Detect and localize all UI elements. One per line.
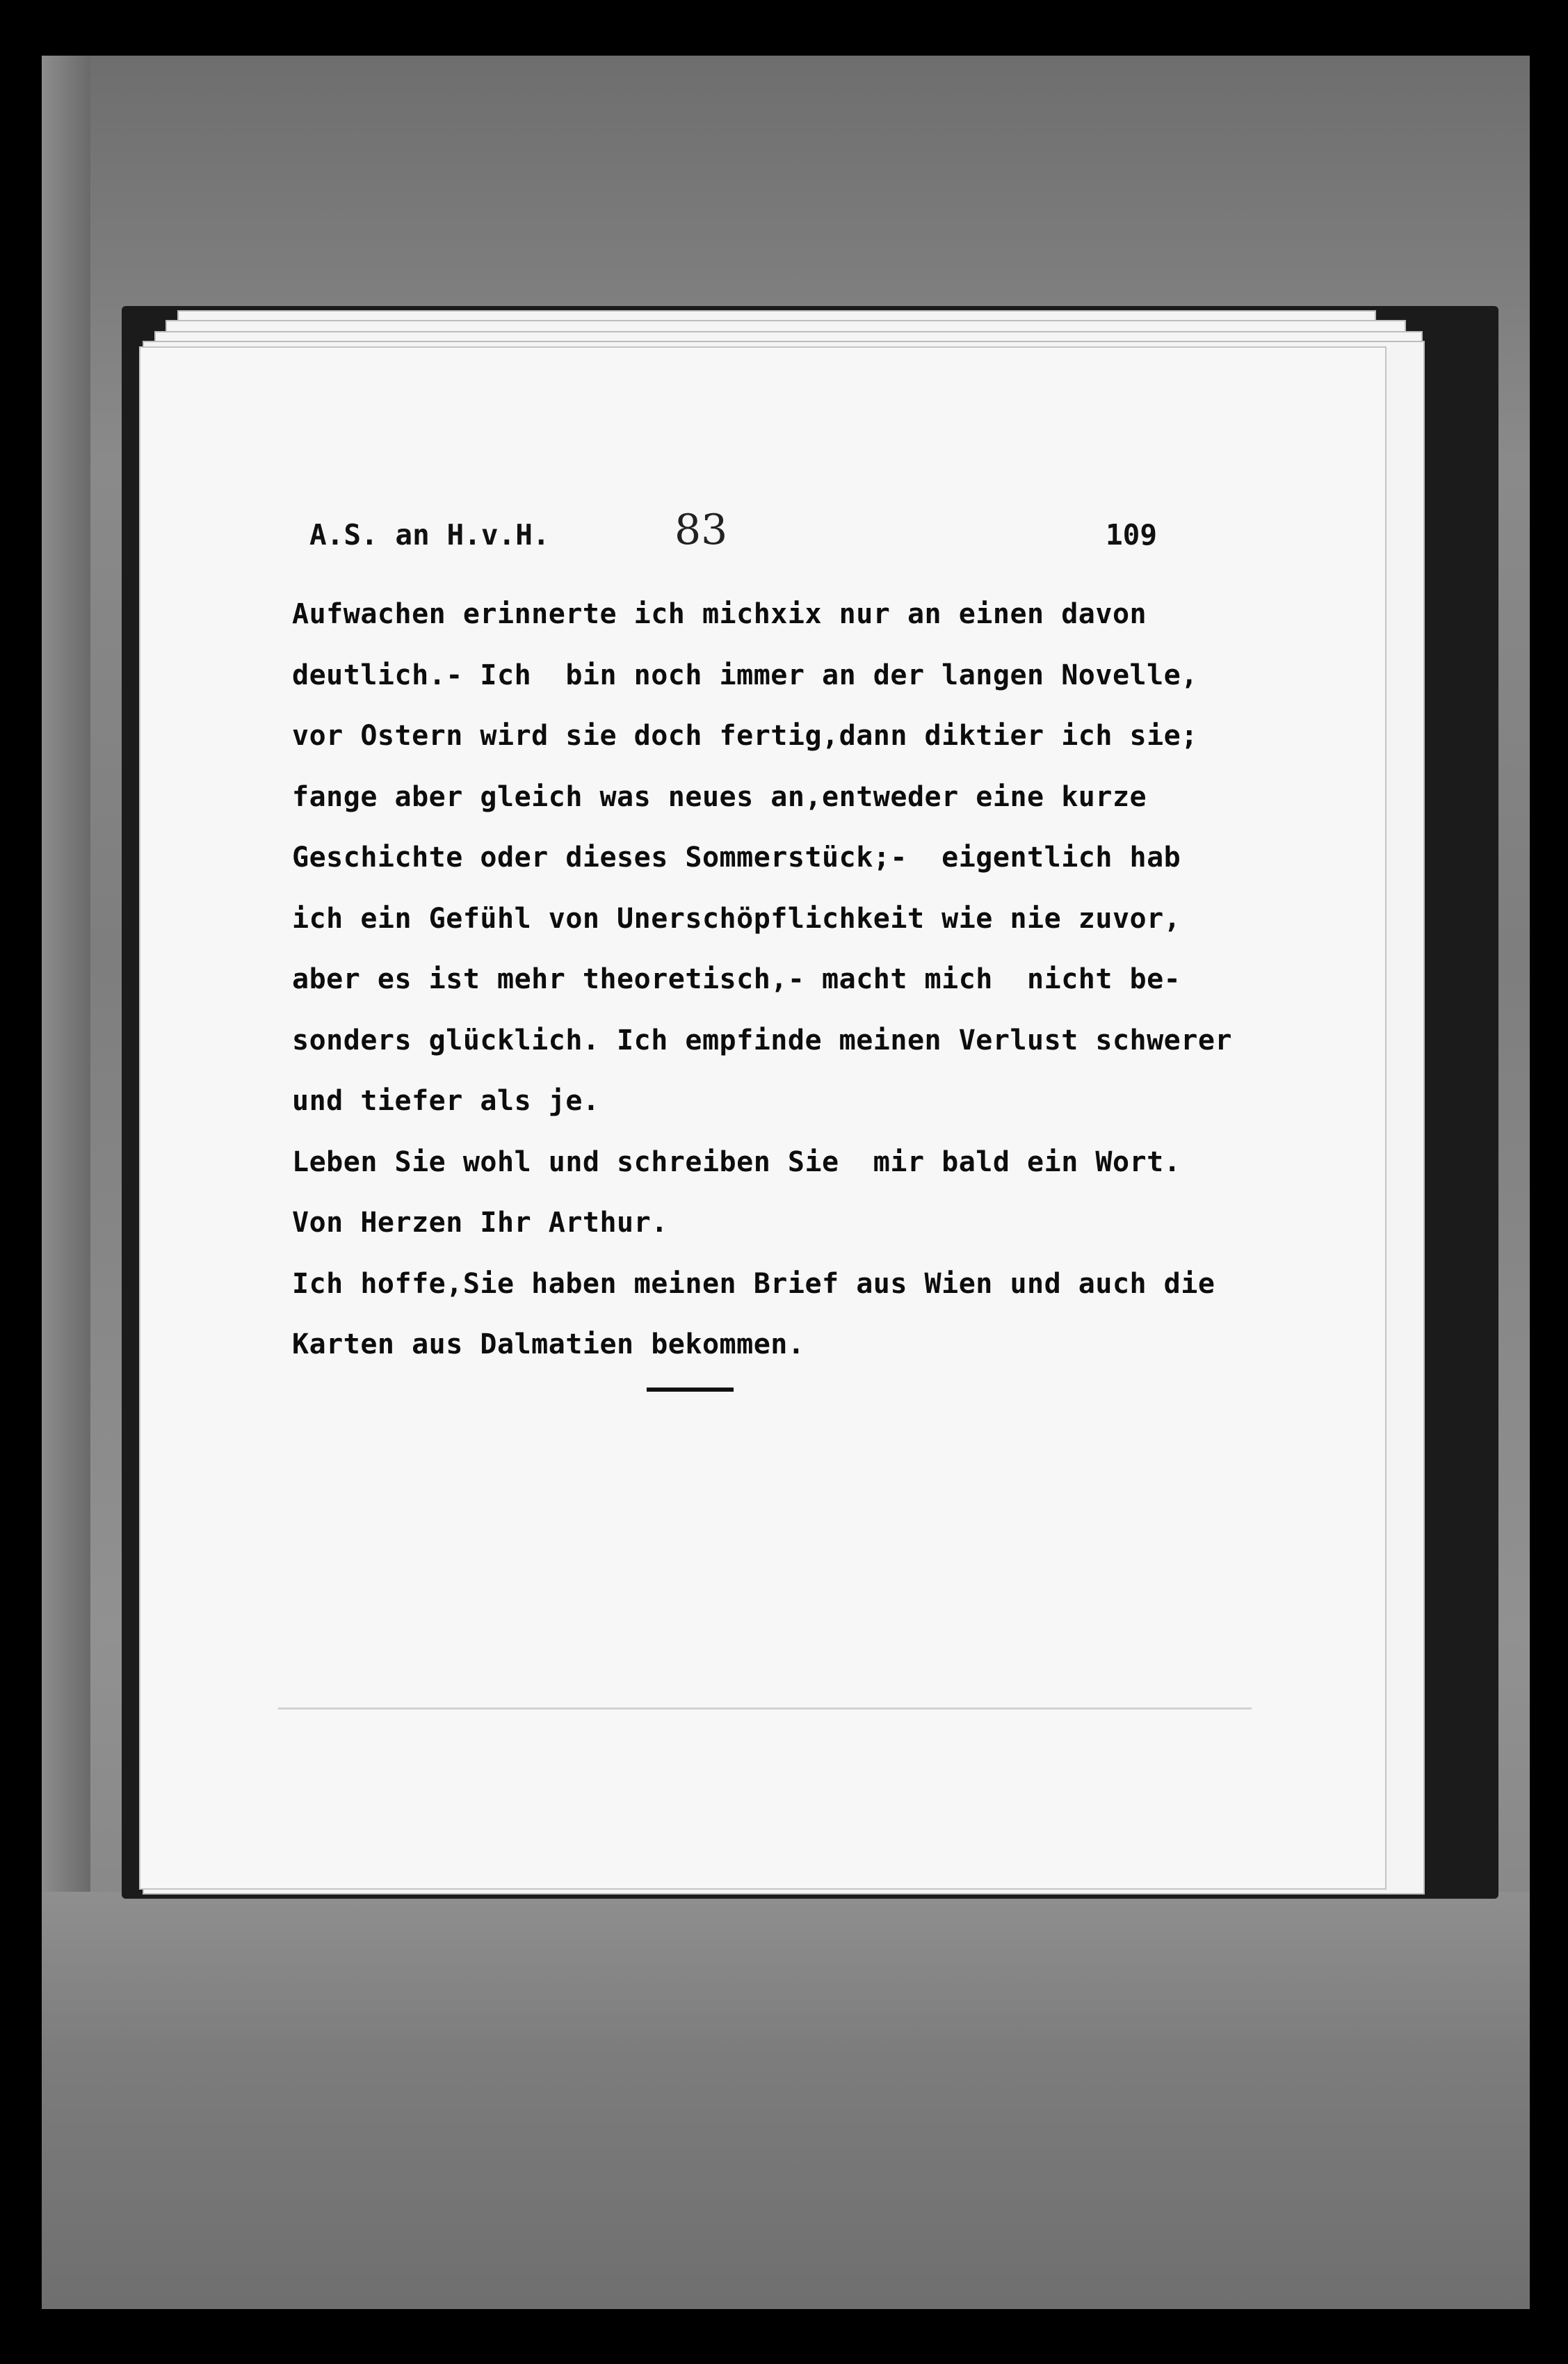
- text-line: sonders glücklich. Ich empfinde meinen Verlust schwerer: [292, 1024, 1233, 1056]
- letter-body: [292, 584, 1335, 1376]
- text-line: Geschichte oder dieses Sommerstück;- eigentlich hab: [292, 842, 1181, 874]
- text-line: und tiefer als je.: [292, 1085, 600, 1117]
- text-line: Leben Sie wohl und schreiben Sie mir bald ein Wort.: [292, 1145, 1181, 1178]
- folder-bottom: [42, 1892, 1530, 2309]
- text-line: vor Ostern wird sie doch fertig,dann diktier ich sie;: [292, 720, 1198, 752]
- bleed-through-rule: [278, 1707, 1252, 1710]
- text-line: Ich hoffe,Sie haben meinen Brief aus Wien und auch die: [292, 1267, 1215, 1300]
- text-line: aber es ist mehr theoretisch,- macht mich nicht be-: [292, 963, 1181, 995]
- text-line: fange aber gleich was neues an,entweder eine kurze: [292, 780, 1147, 813]
- text-line: deutlich.- Ich bin noch immer an der langen Novelle,: [292, 659, 1198, 691]
- text-line: Aufwachen erinnerte ich michxix nur an einen davon: [292, 598, 1147, 630]
- text-line: ich ein Gefühl von Unerschöpflichkeit wie nie zuvor,: [292, 902, 1181, 935]
- page-header: [309, 506, 1193, 574]
- end-divider: [647, 1388, 734, 1392]
- sender-label: A.S. an H.v.H.: [309, 518, 550, 552]
- text-line: Von Herzen Ihr Arthur.: [292, 1207, 668, 1239]
- handwritten-number: 83: [674, 506, 728, 554]
- text-line: Karten aus Dalmatien bekommen.: [292, 1328, 805, 1360]
- page-number: 109: [1106, 518, 1158, 552]
